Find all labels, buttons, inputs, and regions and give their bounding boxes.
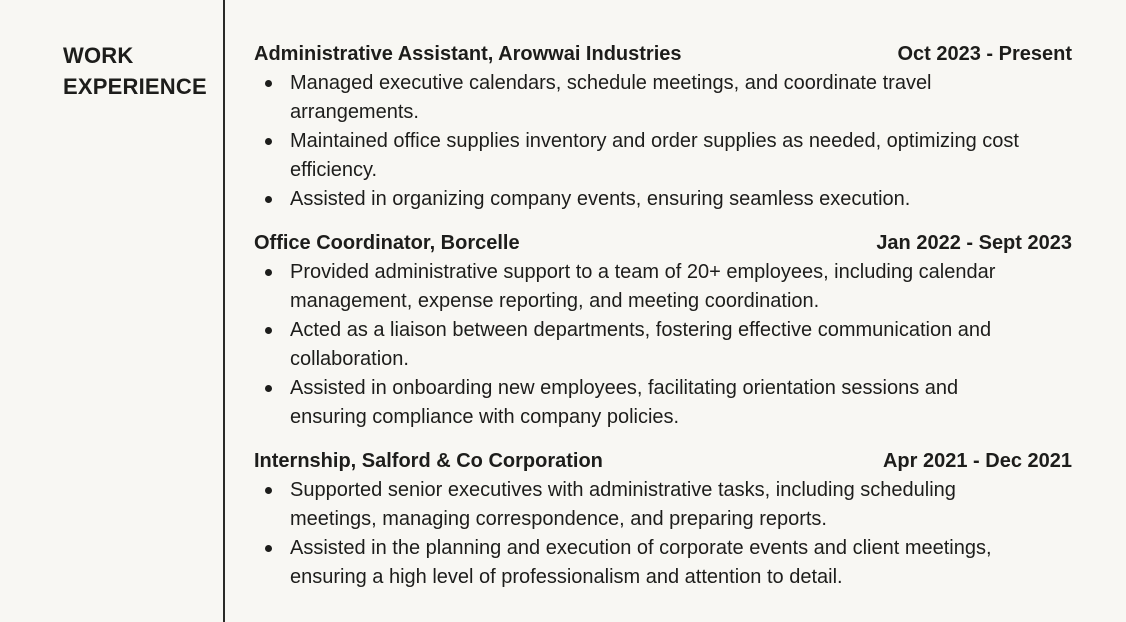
section-heading xyxy=(63,40,207,102)
bullet-item xyxy=(254,127,1035,185)
bullet-item xyxy=(254,534,1035,592)
bullet-text: Assisted in organizing company events, ensuring seamless execution. xyxy=(290,188,911,210)
bullet-dot-icon xyxy=(265,327,272,334)
bullet-dot-icon xyxy=(265,80,272,87)
job-bullets xyxy=(254,258,1072,432)
bullet-item xyxy=(254,258,1035,316)
work-experience-list xyxy=(254,40,1072,607)
bullet-text: Managed executive calendars, schedule meetings, and coordinate travel arrangements. xyxy=(290,72,932,123)
bullet-item xyxy=(254,185,1035,214)
job-header xyxy=(254,447,1072,476)
job-entry xyxy=(254,447,1072,592)
section-heading-line-2: EXPERIENCE xyxy=(63,74,207,99)
job-title: Internship, Salford & Co Corporation xyxy=(254,450,603,472)
bullet-text: Assisted in onboarding new employees, facilitating orientation sessions and ensuring compliance with company policies. xyxy=(290,377,959,428)
job-entry xyxy=(254,40,1072,214)
bullet-item xyxy=(254,69,1035,127)
bullet-item xyxy=(254,374,1035,432)
bullet-text: Assisted in the planning and execution of corporate events and client meetings, ensuring a high level of professionalism and attention to detail. xyxy=(290,537,992,588)
bullet-text: Supported senior executives with administrative tasks, including scheduling meetings, managing correspondence, and preparing reports. xyxy=(290,479,956,530)
job-entry xyxy=(254,229,1072,432)
bullet-text: Acted as a liaison between departments, fostering effective communication and collaboration. xyxy=(290,319,992,370)
job-header xyxy=(254,229,1072,258)
job-dates: Jan 2022 - Sept 2023 xyxy=(876,232,1072,254)
job-title: Office Coordinator, Borcelle xyxy=(254,232,520,254)
job-dates: Apr 2021 - Dec 2021 xyxy=(882,450,1072,472)
bullet-dot-icon xyxy=(265,138,272,145)
job-title: Administrative Assistant, Arowwai Industries xyxy=(254,43,682,65)
bullet-text: Provided administrative support to a team of 20+ employees, including calendar management, expense reporting, and meeting coordination. xyxy=(290,261,996,312)
bullet-dot-icon xyxy=(265,385,272,392)
section-heading-line-1: WORK xyxy=(63,43,134,68)
bullet-dot-icon xyxy=(265,269,272,276)
job-bullets xyxy=(254,69,1072,214)
vertical-divider xyxy=(223,0,225,622)
bullet-dot-icon xyxy=(265,196,272,203)
bullet-item xyxy=(254,316,1035,374)
bullet-dot-icon xyxy=(265,487,272,494)
bullet-text: Maintained office supplies inventory and order supplies as needed, optimizing cost efficiency. xyxy=(290,130,1019,181)
job-dates: Oct 2023 - Present xyxy=(897,43,1072,65)
bullet-item xyxy=(254,476,1035,534)
bullet-dot-icon xyxy=(265,545,272,552)
job-header xyxy=(254,40,1072,69)
job-bullets xyxy=(254,476,1072,592)
